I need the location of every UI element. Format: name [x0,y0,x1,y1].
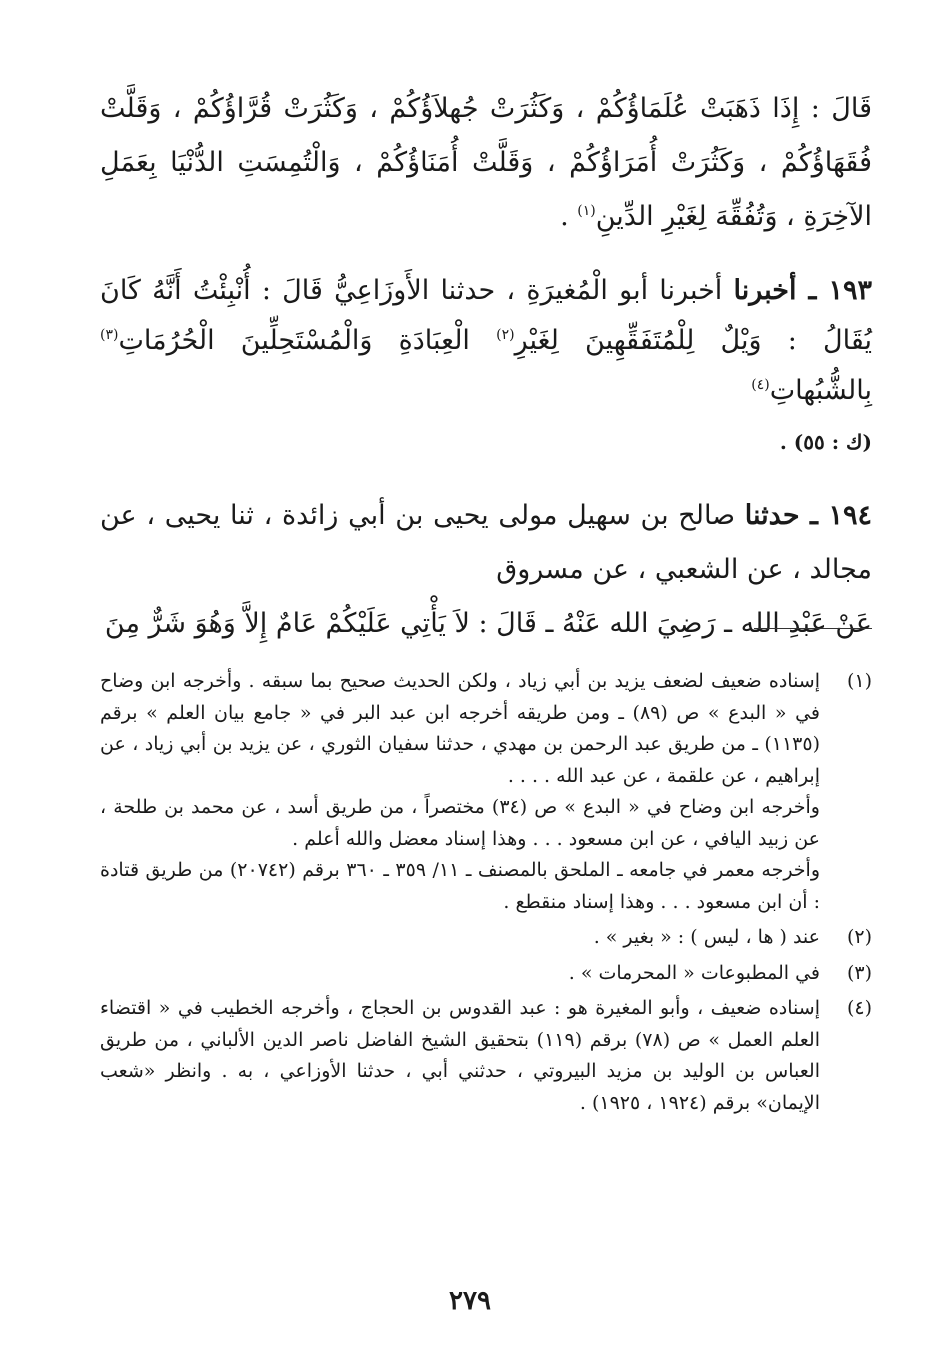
footnote-2 [100,922,872,954]
footnote-marker[interactable]: (٣) [100,327,119,343]
footnote-text: عند ( ها ، ليس ) : « بغير » . [593,926,820,948]
footnote-3 [100,958,872,990]
hadith-text: أخبرنا أبو الْمُغيرَةِ ، حدثنا الأَوزَاعِيُّ قَالَ : أُنْبِئْتُ أَنَّهُ كَانَ يُقَالُ : وَيْلٌ لِلْمُتَفَقِّهِينَ لِغَيْرِ [100,275,872,356]
footnote-text: إسناده ضعيف لضعف يزيد بن أبي زياد ، ولكن الحديث صحيح بما سبقه . وأخرجه ابن وضاح في « البدع » ص (٨٩) ـ ومن طريقه أخرجه ابن عبد البر في « جامع بيان العلم » برقم (١١٣٥) ـ من طريق عبد الرحمن بن مهدي ، حدثنا سفيان الثوري ، عن يزيد بن أبي زياد ، عن إبراهيم ، عن علقمة ، عن عبد الله . . . . [100,670,820,787]
paragraph-text: قَالَ : إِذَا ذَهَبَتْ عُلَمَاؤُكُمْ ، وَكَثُرَتْ جُهلاَؤُكُمْ ، وَكَثُرَتْ قُرَّاؤُكُمْ ، وَقَلَّتْ فُقَهَاؤُكُمْ ، وَكَثُرَتْ أُمَرَاؤُكُمْ ، وَقَلَّتْ أُمَنَاؤُكُمْ ، وَالْتُمِسَتِ الدُّنْيَا بِعَمَلِ الآخِرَةِ ، وَتُفُقِّهَ لِغَيْرِ الدِّينِ [100,93,872,232]
hadith-194-matn [100,597,872,651]
paragraph-continuation: قَالَ : إِذَا ذَهَبَتْ عُلَمَاؤُكُمْ ، وَكَثُرَتْ جُهلاَؤُكُمْ ، وَكَثُرَتْ قُرَّاؤُكُمْ ، وَقَلَّتْ فُقَهَاؤُكُمْ ، وَكَثُرَتْ أُمَرَاؤُكُمْ ، وَقَلَّتْ أُمَنَاؤُكُمْ ، وَالْتُمِسَتِ الدُّنْيَا بِعَمَلِ الآخِرَةِ ، وَتُفُقِّهَ لِغَيْرِ الدِّينِ$^{(١)}$ . [100,93,872,232]
footnote-text: وأخرجه ابن وضاح في « البدع » ص (٣٤) مختصراً ، من طريق أسد ، عن محمد بن طلحة ، عن زبيد اليافي ، عن ابن مسعود . . . وهذا إسناد معضل والله أعلم . [100,796,820,850]
hadith-number: ١٩٤ ـ حدثنا [744,500,872,531]
hadith-194 [100,489,872,597]
main-text [100,82,872,673]
footnotes [100,666,872,1123]
footnote-1 [100,666,872,918]
footnote-4 [100,993,872,1119]
cross-reference: (ك : ٥٥) . [779,430,872,454]
hadith-text: عَنْ عَبْدِ الله ـ رَضِيَ الله عَنْهُ ـ قَالَ : لاَ يَأْتِي عَلَيْكُمْ عَامٌ إِلاَّ وَهُوَ شَرٌّ مِنَ [104,608,872,639]
page-number: ٢٧٩ [449,1286,491,1316]
footnote-marker[interactable]: (٢) [496,327,515,343]
footnote-number: (٢) [846,926,872,948]
footnote-number: (٣) [846,961,872,984]
hadith-isnad: صالح بن سهيل مولى يحيى بن أبي زائدة ، ثنا يحيى ، عن مجالد ، عن الشعبي ، عن مسروق [100,500,872,585]
footnote-marker[interactable]: (٤) [751,377,770,393]
hadith-number: ١٩٣ ـ أخبرنا [733,275,872,306]
footnote-number: (٤) [846,997,872,1019]
footnote-text: إسناده ضعيف ، وأبو المغيرة هو : عبد القدوس بن الحجاج ، وأخرجه الخطيب في « اقتضاء العلم العمل » ص (٧٨) برقم (١١٩) بتحقيق الشيخ الفاضل ناصر الدين الألباني ، من طريق العباس بن الوليد بن مزيد البيروتي ، حدثني أبي ، حدثنا الأوزاعي ، به . وانظر «شعب الإيمان» برقم (١٩٢٤ ، ١٩٢٥) . [100,997,820,1114]
hadith-193: ١٩٣ ـ أخبرنا أخبرنا أبو الْمُغيرَةِ ، حدثنا الأَوزَاعِيُّ قَالَ : أُنْبِئْتُ أَنَّهُ كَانَ يُقَالُ : وَيْلٌ لِلْمُتَفَقِّهِينَ لِغَيْرِ$^{(٢)}$ الْعِبَادَةِ وَالْمُسْتَحِلِّينَ الْحُرُمَاتِ$^{(٣)}$ بِالشُّبُهاتِ$^{(٤)}$ (ك : ٥٥) . [100,275,872,454]
footnote-text: في المطبوعات « المحرمات » . [568,961,820,984]
footnote-marker[interactable]: (١) [577,203,596,219]
footnote-number: (١) [846,670,872,692]
footnote-divider [754,628,872,629]
footnote-text: وأخرجه معمر في جامعه ـ الملحق بالمصنف ـ ١١/ ٣٥٩ ـ ٣٦٠ برقم (٢٠٧٤٢) من طريق قتادة : أن ابن مسعود . . . وهذا إسناد منقطع . [100,859,820,913]
